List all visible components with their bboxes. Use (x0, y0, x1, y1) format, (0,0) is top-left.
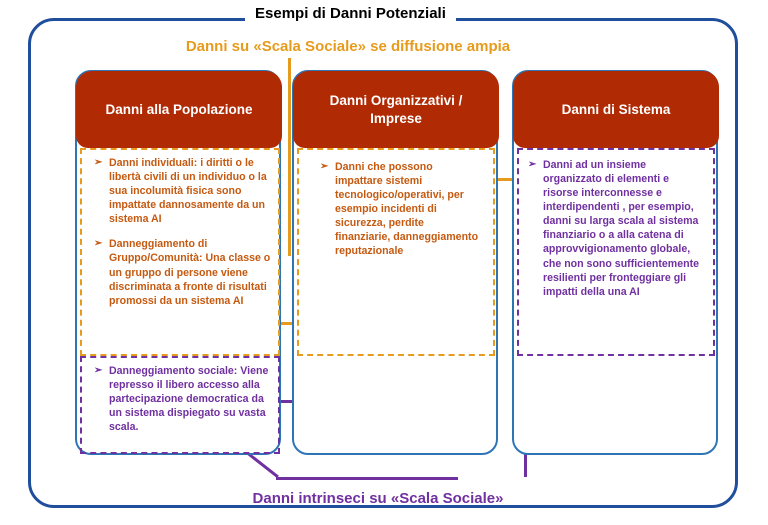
list-item (94, 237, 274, 307)
bullet-arrow-icon: ➢ (94, 365, 103, 376)
column-header-sistema: Danni di Sistema (513, 71, 719, 148)
bullet-list-sistema (528, 158, 706, 299)
list-item (528, 158, 706, 299)
page-title: Esempi di Danni Potenziali (245, 5, 456, 22)
list-item-text: Danni individuali: i diritti o le libertà civili di un individuo o la sua incolumità fisica sono impattate dannosamente da un sistema AI (109, 157, 267, 226)
bullet-list-sociale (94, 364, 274, 434)
list-item-text: Danneggiamento sociale: Viene represso il libero accesso alla partecipazione democratica da un sistema dispiegato su vasta scala. (109, 365, 269, 434)
bullet-list-organizzativi (320, 160, 480, 259)
social-scale-top-label: Danni su «Scala Sociale» se diffusione ampia (185, 38, 511, 55)
bullet-list-popolazione (94, 156, 274, 308)
column-header-organizzativi: Danni Organizzativi / Imprese (293, 71, 499, 148)
list-item (94, 156, 274, 226)
list-item (320, 160, 480, 259)
bullet-arrow-icon: ➢ (320, 161, 329, 172)
connector-orange-vertical (288, 58, 291, 256)
list-item-text: Danni che possono impattare sistemi tecnologico/operativi, per esempio incidenti di sicurezza, perdite finanziarie, danneggiamento reputazionale (335, 161, 479, 258)
bullet-arrow-icon: ➢ (94, 238, 103, 250)
column-header-popolazione: Danni alla Popolazione (76, 71, 282, 148)
list-item (94, 364, 274, 434)
bullet-arrow-icon: ➢ (94, 157, 103, 168)
connector-purple-bottom (276, 477, 458, 480)
bullet-arrow-icon: ➢ (528, 159, 537, 170)
list-item-text: Danneggiamento di Gruppo/Comunità: Una classe o un gruppo di persone viene discriminata a fronte di risultati promossi da un sistema AI (109, 238, 271, 307)
social-scale-bottom-label: Danni intrinseci su «Scala Sociale» (252, 490, 504, 507)
list-item-text: Danni ad un insieme organizzato di elementi e risorse interconnesse e interdipendenti , per esempio, danni su larga scala al sistema finanziario o a alla catena di approvvigionamento globale, che non sono sufficientemente resilienti per fronteggiare gli impatti della una AI (543, 159, 699, 298)
